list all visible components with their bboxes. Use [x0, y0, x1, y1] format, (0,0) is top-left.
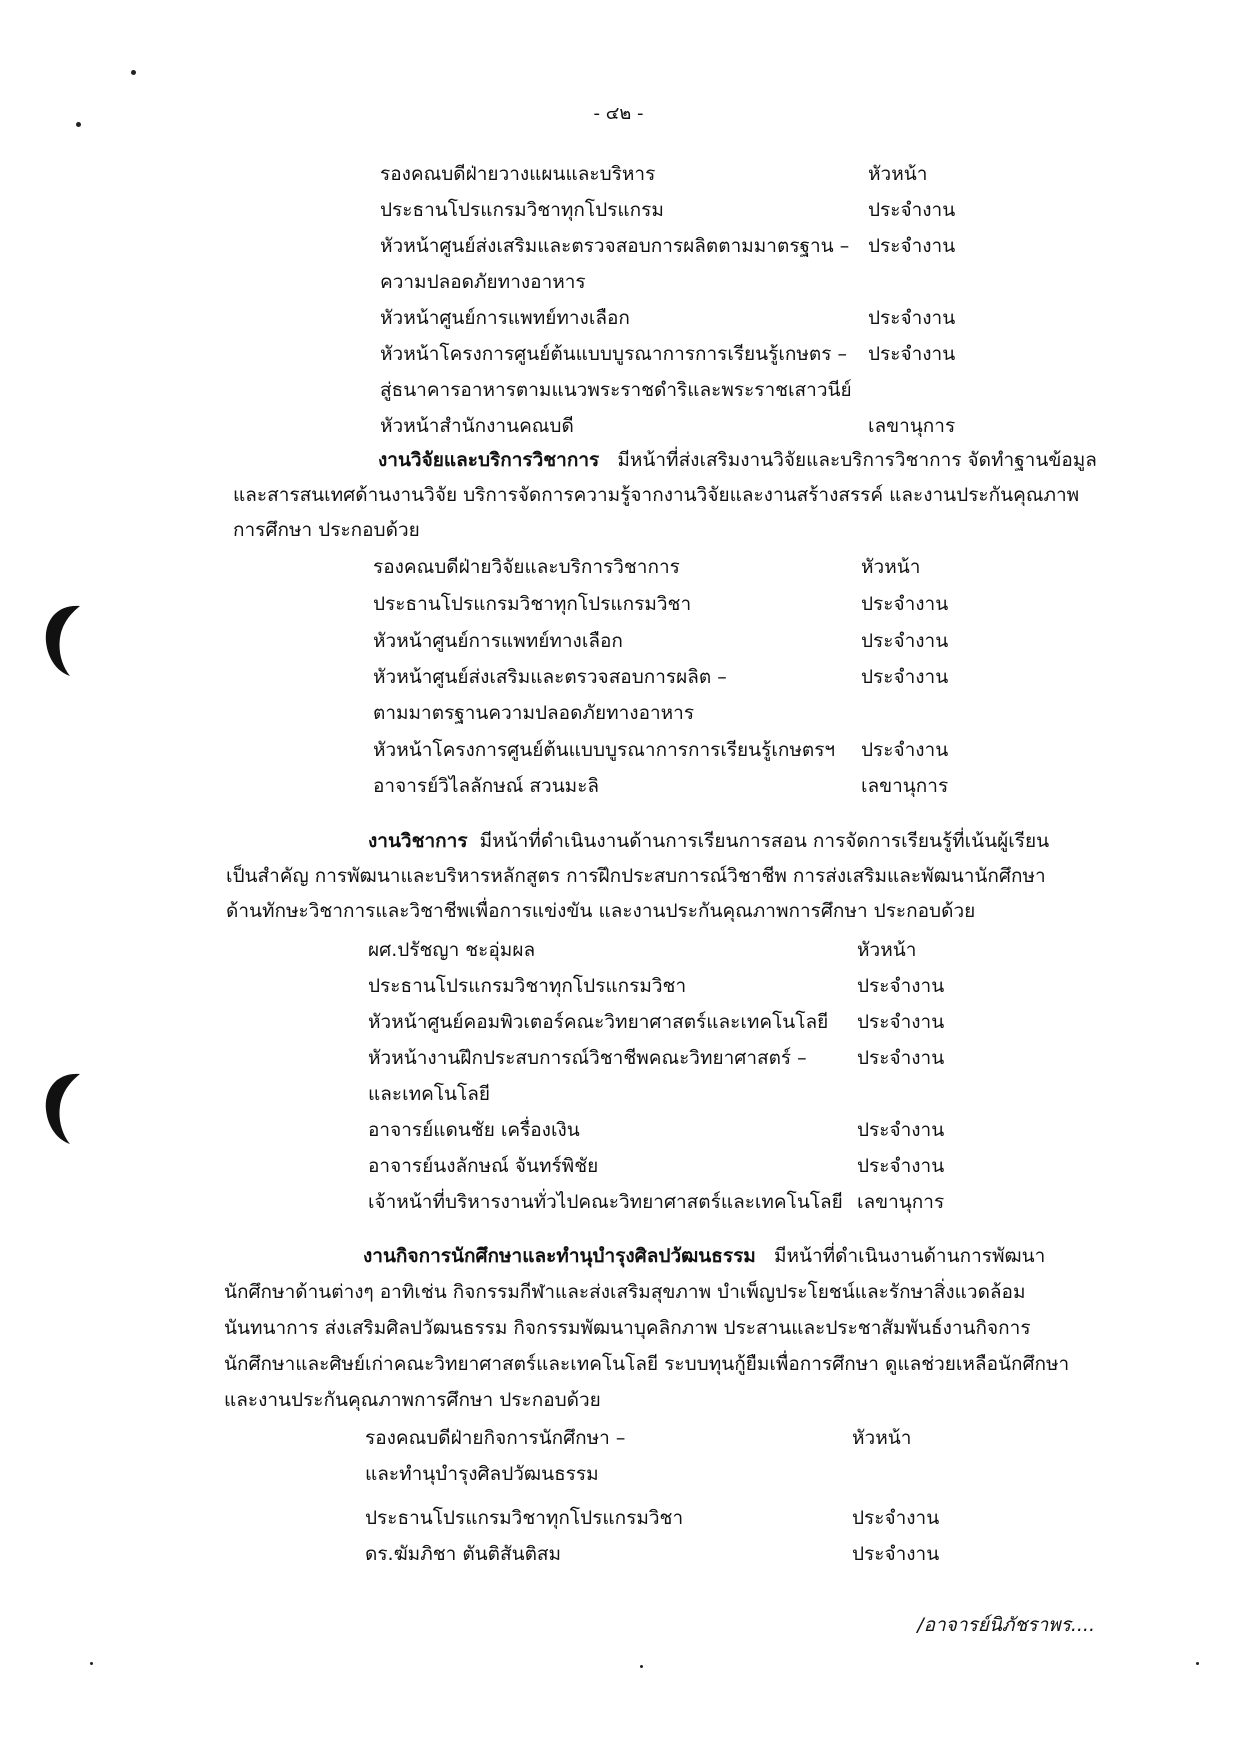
- member-role: ประจำงาน: [868, 343, 956, 365]
- member-name: และเทคโนโลยี: [368, 1083, 490, 1105]
- member-role: ประจำงาน: [857, 1155, 945, 1177]
- member-role: ประจำงาน: [852, 1543, 940, 1565]
- member-role: ประจำงาน: [852, 1507, 940, 1529]
- member-name: ประธานโปรแกรมวิชาทุกโปรแกรมวิชา: [368, 975, 687, 997]
- section-paragraph-line: นักศึกษาด้านต่างๆ อาทิเช่น กิจกรรมกีฬาและส่งเสริมสุขภาพ บำเพ็ญประโยชน์และรักษาสิ่งแวดล้อม: [224, 1281, 1026, 1303]
- member-role: ประจำงาน: [868, 307, 956, 329]
- member-role: ประจำงาน: [861, 666, 949, 688]
- member-name: ประธานโปรแกรมวิชาทุกโปรแกรมวิชา: [365, 1507, 684, 1529]
- section-paragraph-line: นันทนาการ ส่งเสริมศิลปวัฒนธรรม กิจกรรมพัฒนาบุคลิกภาพ ประสานและประชาสัมพันธ์งานกิจการ: [224, 1317, 1031, 1339]
- member-name: หัวหน้าโครงการศูนย์ต้นแบบบูรณาการการเรียนรู้เกษตรฯ: [373, 739, 836, 761]
- member-role: เลขานุการ: [861, 775, 949, 797]
- member-name: และทำนุบำรุงศิลปวัฒนธรรม: [365, 1463, 599, 1485]
- section-paragraph-line: นักศึกษาและศิษย์เก่าคณะวิทยาศาสตร์และเทคโนโลยี ระบบทุนกู้ยืมเพื่อการศึกษา ดูแลช่วยเหลือนักศึกษา: [224, 1353, 1070, 1375]
- member-name: อาจารย์วิไลลักษณ์ สวนมะลิ: [373, 775, 600, 797]
- paragraph-text: มีหน้าที่ดำเนินงานด้านการพัฒนา: [773, 1245, 1046, 1267]
- section-paragraph-line: [378, 444, 1097, 477]
- member-name: หัวหน้าศูนย์ส่งเสริมและตรวจสอบการผลิต –: [373, 666, 727, 688]
- scan-dot: [131, 70, 136, 75]
- section-heading: งานกิจการนักศึกษาและทำนุบำรุงศิลปวัฒนธรรม: [363, 1245, 756, 1267]
- member-name: อาจารย์แดนชัย เครื่องเงิน: [368, 1119, 580, 1141]
- scan-dot: [1196, 1662, 1199, 1665]
- member-name: หัวหน้างานฝึกประสบการณ์วิชาชีพคณะวิทยาศาสตร์ –: [368, 1047, 807, 1069]
- section-paragraph-line: ด้านทักษะวิชาการและวิชาชีพเพื่อการแข่งขัน และงานประกันคุณภาพการศึกษา ประกอบด้วย: [226, 900, 976, 922]
- binder-hole-mark: [36, 600, 86, 680]
- binder-hole-mark: [36, 1068, 86, 1148]
- member-name: หัวหน้าโครงการศูนย์ต้นแบบบูรณาการการเรียนรู้เกษตร –: [380, 343, 847, 365]
- member-name: อาจารย์นงลักษณ์ จันทร์พิชัย: [368, 1155, 599, 1177]
- section-heading: งานวิชาการ: [368, 830, 468, 852]
- member-name: ประธานโปรแกรมวิชาทุกโปรแกรมวิชา: [373, 593, 692, 615]
- section-paragraph-line: การศึกษา ประกอบด้วย: [233, 519, 420, 541]
- page-number: - ๔๒ -: [593, 103, 644, 124]
- member-role: เลขานุการ: [868, 415, 956, 437]
- member-name: ความปลอดภัยทางอาหาร: [380, 271, 586, 293]
- continuation-note: /อาจารย์นิภัชราพร....: [917, 1614, 1095, 1636]
- member-name: ตามมาตรฐานความปลอดภัยทางอาหาร: [373, 702, 695, 724]
- member-role: เลขานุการ: [857, 1191, 945, 1213]
- paragraph-text: มีหน้าที่ดำเนินงานด้านการเรียนการสอน การจัดการเรียนรู้ที่เน้นผู้เรียน: [479, 830, 1050, 852]
- section-paragraph-line: [363, 1240, 1045, 1273]
- section-paragraph-line: และสารสนเทศด้านงานวิจัย บริการจัดการความรู้จากงานวิจัยและงานสร้างสรรค์ และงานประกันคุณภาพ: [233, 484, 1080, 506]
- scan-dot: [76, 122, 81, 127]
- scan-dot: [90, 1662, 93, 1665]
- member-role: ประจำงาน: [868, 199, 956, 221]
- member-name: รองคณบดีฝ่ายวางแผนและบริหาร: [380, 163, 656, 185]
- member-role: หัวหน้า: [852, 1427, 912, 1449]
- member-role: ประจำงาน: [861, 630, 949, 652]
- member-name: สู่ธนาคารอาหารตามแนวพระราชดำริและพระราชเสาวนีย์: [380, 379, 852, 401]
- paragraph-text: มีหน้าที่ส่งเสริมงานวิจัยและบริการวิชาการ จัดทำฐานข้อมูล: [617, 449, 1097, 471]
- member-role: หัวหน้า: [857, 939, 917, 961]
- member-name: ผศ.ปรัชญา ชะอุ่มผล: [368, 939, 536, 961]
- member-name: ดร.ฆัมภิชา ตันติสันติสม: [365, 1543, 562, 1565]
- section-heading: งานวิจัยและบริการวิชาการ: [378, 449, 600, 471]
- scan-dot: [640, 1665, 643, 1668]
- member-role: หัวหน้า: [868, 163, 928, 185]
- member-name: ประธานโปรแกรมวิชาทุกโปรแกรม: [380, 199, 664, 221]
- member-name: เจ้าหน้าที่บริหารงานทั่วไปคณะวิทยาศาสตร์และเทคโนโลยี: [368, 1191, 843, 1213]
- member-name: รองคณบดีฝ่ายกิจการนักศึกษา –: [365, 1427, 626, 1449]
- member-name: รองคณบดีฝ่ายวิจัยและบริการวิชาการ: [373, 556, 680, 578]
- member-name: หัวหน้าศูนย์การแพทย์ทางเลือก: [373, 630, 623, 652]
- member-role: ประจำงาน: [868, 235, 956, 257]
- member-role: ประจำงาน: [857, 1011, 945, 1033]
- member-name: หัวหน้าศูนย์คอมพิวเตอร์คณะวิทยาศาสตร์และเทคโนโลยี: [368, 1011, 829, 1033]
- member-role: หัวหน้า: [861, 556, 921, 578]
- section-paragraph-line: และงานประกันคุณภาพการศึกษา ประกอบด้วย: [224, 1389, 601, 1411]
- member-role: ประจำงาน: [861, 739, 949, 761]
- member-name: หัวหน้าศูนย์การแพทย์ทางเลือก: [380, 307, 630, 329]
- member-role: ประจำงาน: [857, 975, 945, 997]
- member-name: หัวหน้าสำนักงานคณบดี: [380, 415, 574, 437]
- member-name: หัวหน้าศูนย์ส่งเสริมและตรวจสอบการผลิตตามมาตรฐาน –: [380, 235, 850, 257]
- section-paragraph-line: [368, 825, 1049, 858]
- section-paragraph-line: เป็นสำคัญ การพัฒนาและบริหารหลักสูตร การฝึกประสบการณ์วิชาชีพ การส่งเสริมและพัฒนานักศึกษา: [226, 865, 1046, 887]
- member-role: ประจำงาน: [857, 1047, 945, 1069]
- member-role: ประจำงาน: [861, 593, 949, 615]
- member-role: ประจำงาน: [857, 1119, 945, 1141]
